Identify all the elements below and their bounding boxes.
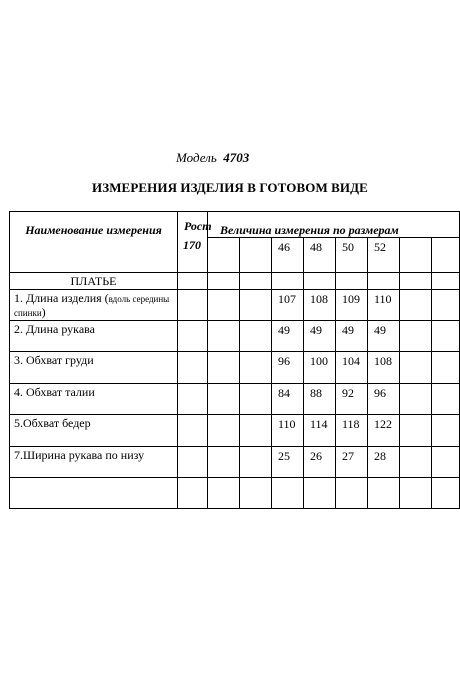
model-caption [176, 150, 249, 166]
row-value: 28 [368, 447, 400, 478]
row-value: 107 [272, 290, 304, 321]
row-name: 4. Обхват талии [10, 384, 178, 415]
model-label: Модель [176, 150, 217, 165]
table-row [10, 415, 460, 447]
document-title: ИЗМЕРЕНИЯ ИЗДЕЛИЯ В ГОТОВОМ ВИДЕ [92, 180, 368, 195]
table-row [10, 352, 460, 384]
table-row [10, 321, 460, 352]
row-value: 100 [304, 352, 336, 384]
row-value: 96 [368, 384, 400, 415]
table-row [10, 384, 460, 415]
row-name: 7.Ширина рукава по низу [10, 447, 178, 478]
row-value: 49 [368, 321, 400, 352]
row-value: 110 [272, 415, 304, 447]
header-size: 46 [272, 238, 304, 273]
header-row-1 [10, 212, 460, 238]
header-rost [178, 212, 212, 273]
row-value: 27 [336, 447, 368, 478]
row-value: 49 [272, 321, 304, 352]
empty-row [10, 478, 460, 509]
row-value: 26 [304, 447, 336, 478]
model-number: 4703 [223, 150, 250, 165]
row-value: 88 [304, 384, 336, 415]
measurements-table [9, 211, 460, 509]
header-empty-cell [208, 238, 240, 273]
row-value: 122 [368, 415, 400, 447]
header-name-column: Наименование измерения [10, 212, 178, 273]
header-empty-cell [432, 238, 460, 273]
table-row [10, 290, 460, 321]
row-value: 108 [368, 352, 400, 384]
header-size: 50 [336, 238, 368, 273]
table-row [10, 447, 460, 478]
row-value: 92 [336, 384, 368, 415]
row-value: 104 [336, 352, 368, 384]
row-value: 96 [272, 352, 304, 384]
row-name: 1. Длина изделия (вдоль середины спинки) [10, 290, 178, 321]
row-value: 49 [336, 321, 368, 352]
row-name: 3. Обхват груди [10, 352, 178, 384]
row-value: 108 [304, 290, 336, 321]
row-value: 84 [272, 384, 304, 415]
rost-value: 170 [183, 238, 201, 252]
row-value: 109 [336, 290, 368, 321]
row-value: 25 [272, 447, 304, 478]
header-empty-cell [240, 238, 272, 273]
rost-label: Рост [184, 219, 212, 233]
header-size: 52 [368, 238, 400, 273]
row-value: 114 [304, 415, 336, 447]
header-size-caption: Величина измерения по размерам [208, 212, 460, 238]
row-name: 5.Обхват бедер [10, 415, 178, 447]
section-title: ПЛАТЬЕ [10, 273, 178, 290]
header-empty-cell [400, 238, 432, 273]
section-row [10, 273, 460, 290]
row-value: 118 [336, 415, 368, 447]
row-name: 2. Длина рукава [10, 321, 178, 352]
header-size: 48 [304, 238, 336, 273]
row-value: 110 [368, 290, 400, 321]
row-value: 49 [304, 321, 336, 352]
